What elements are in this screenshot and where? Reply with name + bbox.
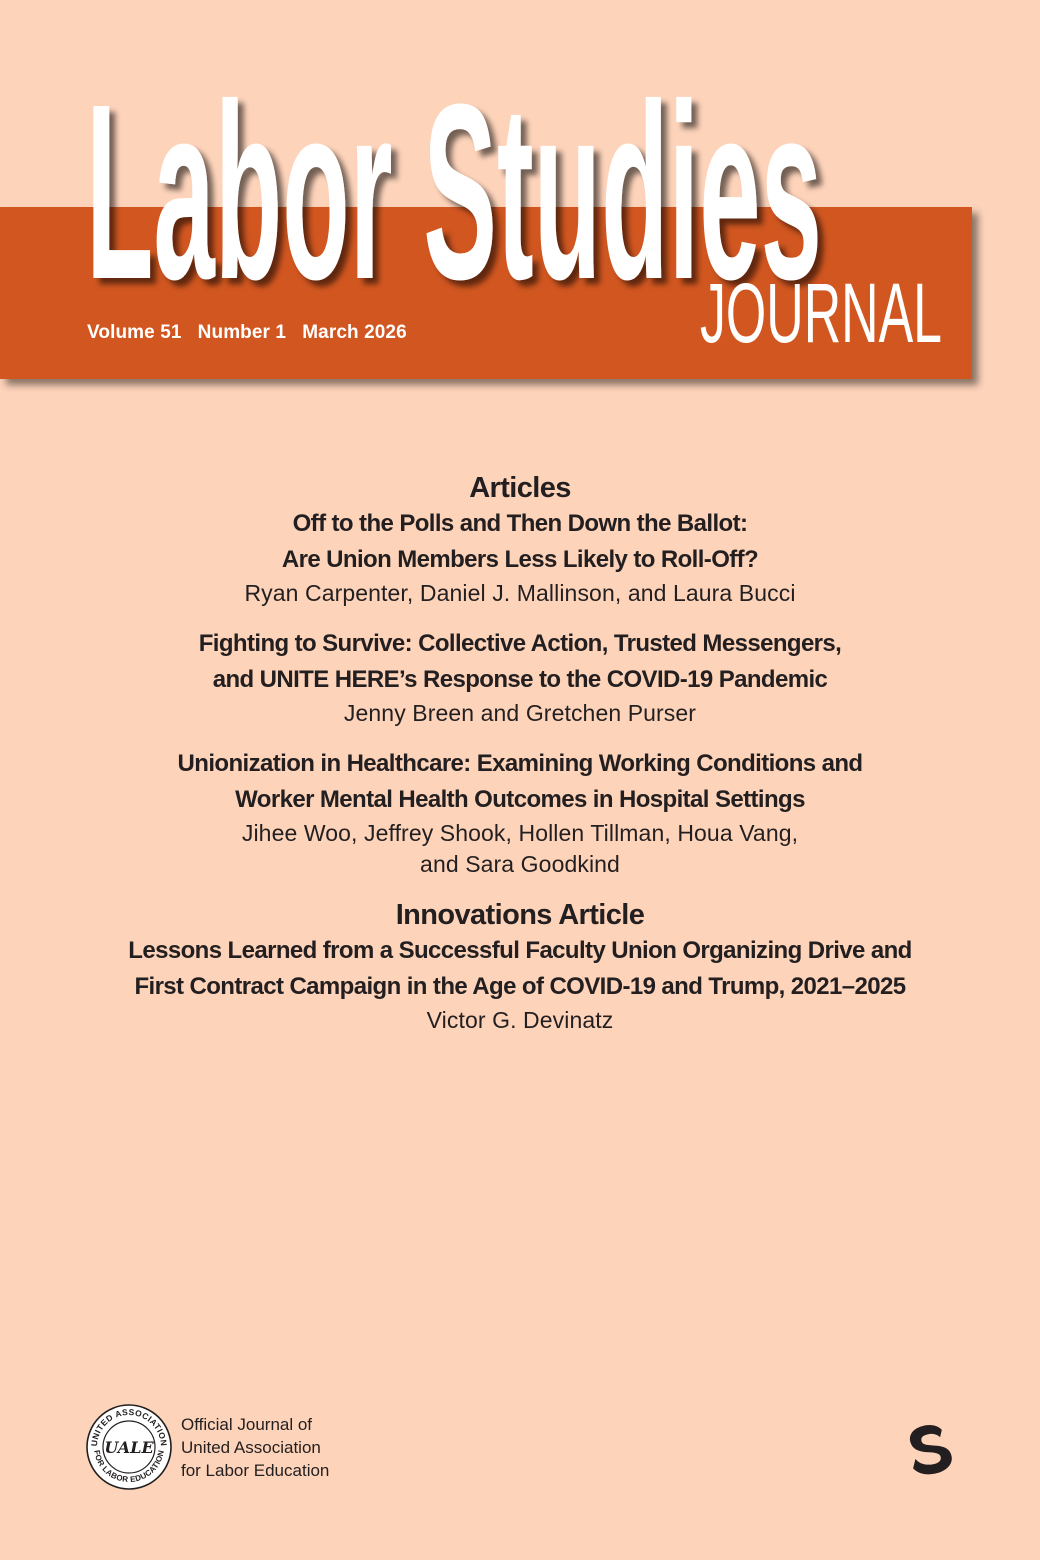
- affiliation-text: [181, 1413, 329, 1482]
- article-title-line: Are Union Members Less Likely to Roll-Off?: [281, 546, 759, 573]
- article-authors: Jihee Woo, Jeffrey Shook, Hollen Tillman, Houa Vang,: [241, 820, 799, 846]
- article-title-line: Worker Mental Health Outcomes in Hospital Settings: [235, 786, 805, 813]
- section-heading: Articles: [469, 472, 571, 504]
- journal-subtitle: JOURNAL: [700, 266, 942, 360]
- article-title-line: Unionization in Healthcare: Examining Working Conditions and: [177, 750, 863, 777]
- seal-ring-text-bottom: FOR LABOR EDUCATION: [92, 1449, 166, 1485]
- journal-title: Labor Studies: [86, 52, 822, 331]
- table-of-contents: [0, 470, 1040, 1053]
- affiliation-line: for Labor Education: [181, 1461, 330, 1480]
- section-heading: Innovations Article: [395, 899, 645, 931]
- seal-center-text: UALE: [104, 1438, 154, 1457]
- article-authors: Ryan Carpenter, Daniel J. Mallinson, and Laura Bucci: [244, 580, 796, 606]
- affiliation-line: Official Journal of: [181, 1415, 313, 1434]
- article-title-line: Fighting to Survive: Collective Action, Trusted Messengers,: [198, 630, 842, 657]
- article-authors: and Sara Goodkind: [420, 851, 620, 877]
- article-authors: Victor G. Devinatz: [426, 1007, 614, 1033]
- article-entry: [0, 626, 1040, 729]
- affiliation-line: United Association: [181, 1438, 321, 1457]
- article-entry: [0, 933, 1040, 1036]
- issue-line: Volume 51 Number 1 March 2026: [87, 322, 407, 343]
- article-title-line: Lessons Learned from a Successful Faculty Union Organizing Drive and: [128, 937, 912, 964]
- sage-s-logo-icon: [905, 1420, 957, 1478]
- article-title-line: and UNITE HERE’s Response to the COVID-19 Pandemic: [212, 666, 828, 693]
- article-title-line: Off to the Polls and Then Down the Ballot:: [292, 510, 748, 537]
- article-entry: [0, 746, 1040, 880]
- section-innovations: [0, 897, 1040, 1036]
- uale-seal-logo: [86, 1404, 172, 1490]
- section-articles: [0, 470, 1040, 880]
- article-authors: Jenny Breen and Gretchen Purser: [343, 700, 697, 726]
- seal-ring-text-top: UNITED ASSOCIATION: [88, 1406, 170, 1447]
- article-entry: [0, 506, 1040, 609]
- article-title-line: First Contract Campaign in the Age of COVID-19 and Trump, 2021–2025: [134, 973, 906, 1000]
